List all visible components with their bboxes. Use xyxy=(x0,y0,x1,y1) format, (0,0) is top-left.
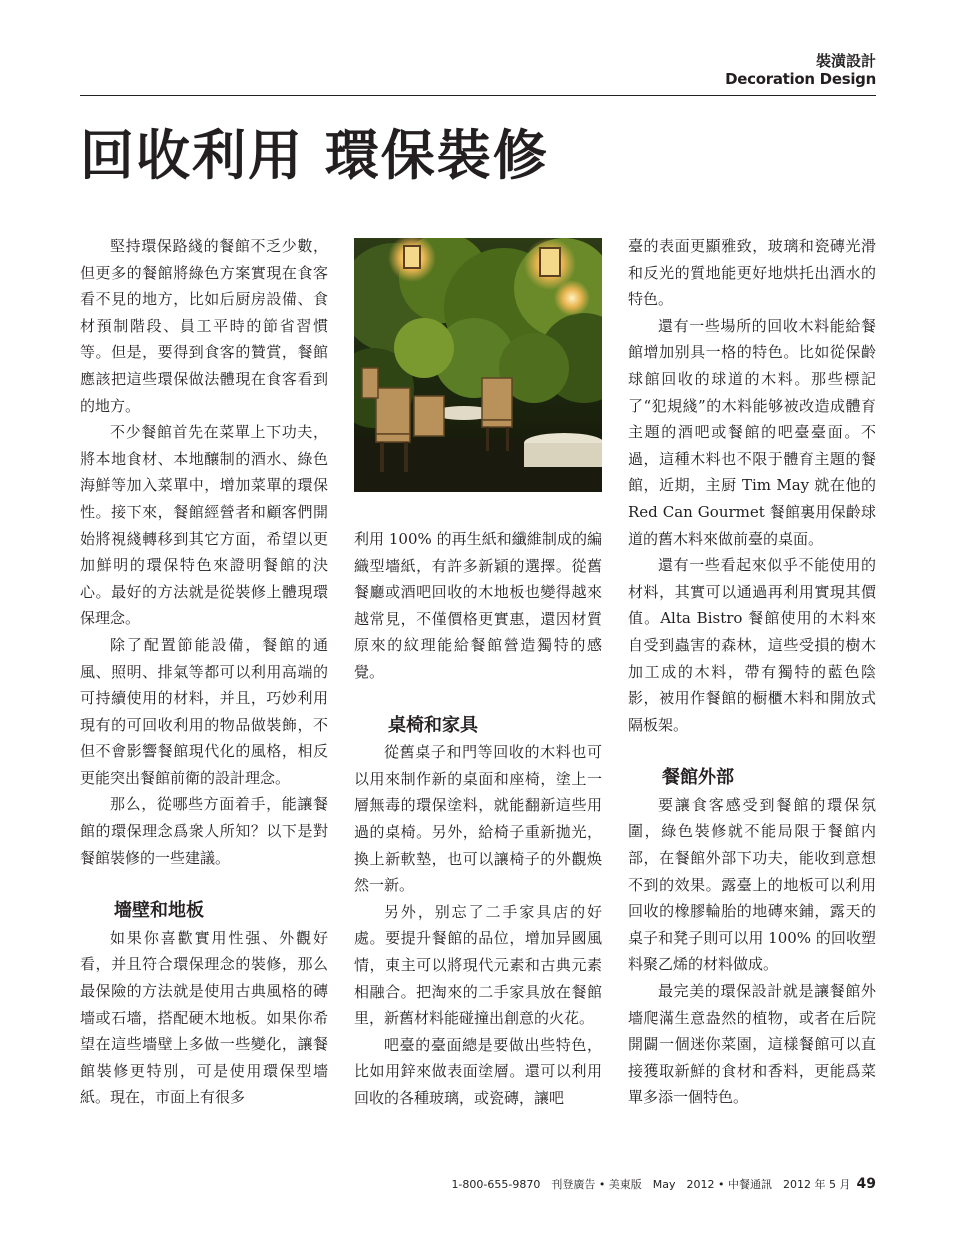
article-column-3 xyxy=(628,233,876,1111)
paragraph: 從舊桌子和門等回收的木料也可以用來制作新的桌面和座椅，塗上一層無毒的環保塗料，就能翻新這些用過的桌椅。另外，給椅子重新拋光，換上新軟墊，也可以讓椅子的外觀焕然一新。 xyxy=(354,743,602,895)
footer-text: 1-800-655-9870 刊登廣告 • 美東版 May 2012 • 中餐通訊 2012 年 5 月 xyxy=(451,1178,851,1191)
paragraph: 堅持環保路綫的餐館不乏少數，但更多的餐館將綠色方案實現在食客看不見的地方，比如后厨房設備、食材預制階段、員工平時的節省習慣等。但是，要得到食客的贊賞，餐館應該把這些環保做法體現在食客看到的地方。 xyxy=(80,237,328,415)
paragraph: 利用 100% 的再生紙和纖維制成的編織型墻紙，有許多新穎的選擇。從舊餐廳或酒吧回收的木地板也變得越來越常見，不僅價格更實惠，還因材質原來的紋理能給餐館營造獨特的感覺。 xyxy=(354,530,602,681)
paragraph: 除了配置節能設備，餐館的通風、照明、排氣等都可以利用高端的可持續使用的材料，并且，巧妙利用現有的可回收利用的物品做裝飾，不但不會影響餐館現代化的風格，相反更能突出餐館前衛的設計理念。 xyxy=(80,635,328,787)
paragraph: 另外，别忘了二手家具店的好處。要提升餐館的品位，增加异國風情，東主可以將現代元素和古典元素相融合。把淘來的二手家具放在餐館里，新舊材料能碰撞出創意的火花。 xyxy=(354,902,602,1028)
paragraph: 不少餐館首先在菜單上下功夫，將本地食材、本地釀制的酒水、綠色海鮮等加入菜單中，增加菜單的環保性。接下來，餐館經營者和顧客們開始將視綫轉移到其它方面，希望以更加鮮明的環保特色來證明餐館的決心。最好的方法就是從裝修上體現環保理念。 xyxy=(80,423,328,628)
page-footer xyxy=(451,1176,876,1192)
paragraph: 臺的表面更顯雅致，玻璃和瓷磚光滑和反光的質地能更好地烘托出酒水的特色。 xyxy=(628,237,876,309)
paragraph: 如果你喜歡實用性强、外觀好看，并且符合環保理念的裝修，那么最保險的方法就是使用古典風格的磚墻或石墻，搭配硬木地板。如果你希望在這些墻壁上多做一些變化，讓餐館裝修更特別，可是使用環保型墻紙。現在，市面上有很多 xyxy=(80,928,328,1107)
article-title: 回收利用 環保裝修 xyxy=(80,123,549,187)
paragraph: 那么，從哪些方面着手，能讓餐館的環保理念爲衆人所知？以下是對餐館裝修的一些建議。 xyxy=(80,795,328,867)
page-number: 49 xyxy=(856,1176,876,1192)
paragraph: 還有一些場所的回收木料能給餐館增加别具一格的特色。比如從保齡球館回收的球道的木料。那些標記了“犯規綫”的木料能够被改造成體育主題的酒吧或餐館的吧臺臺面。不過，這種木料也不限于體育主題的餐館，近期，主厨 Tim May 就在他的 Red Can Gourmet 餐館裏用保齡球道的舊木料來做前臺的桌面。 xyxy=(628,316,876,548)
article-column-2 xyxy=(354,526,602,1111)
subheading-walls-floors: 墻壁和地板 xyxy=(114,900,204,922)
section-label-en: Decoration Design xyxy=(725,70,876,88)
subheading-furniture: 桌椅和家具 xyxy=(388,714,478,736)
subheading-exterior: 餐館外部 xyxy=(662,767,734,789)
header-rule xyxy=(80,95,876,96)
paragraph: 要讓食客感受到餐館的環保氛圍，綠色裝修就不能局限于餐館内部，在餐館外部下功夫，能收到意想不到的效果。露臺上的地板可以利用回收的橡膠輪胎的地磚來鋪，露天的桌子和凳子則可以用 100% 的回收塑料聚乙烯的材料做成。 xyxy=(628,795,876,974)
article-column-1 xyxy=(80,233,328,1111)
paragraph: 最完美的環保設計就是讓餐館外墻爬滿生意盎然的植物，或者在后院開闢一個迷你菜園，這樣餐館可以直接獲取新鮮的食材和香料，更能爲菜單多添一個特色。 xyxy=(628,982,876,1107)
section-label-zh: 裝潢設計 xyxy=(815,52,876,70)
paragraph: 吧臺的臺面總是要做出些特色，比如用鋅來做表面塗層。還可以利用回收的各種玻璃，或瓷磚，讓吧 xyxy=(354,1035,602,1107)
restaurant-photo xyxy=(354,238,602,492)
restaurant-photo-image xyxy=(354,238,602,492)
paragraph: 還有一些看起來似乎不能使用的材料，其實可以通過再利用實現其價值。Alta Bistro 餐館使用的木料來自受到蟲害的森林，這些受損的樹木加工成的木料，帶有獨特的藍色陰影，被用作餐館的橱櫃木料和開放式隔板架。 xyxy=(628,556,876,734)
